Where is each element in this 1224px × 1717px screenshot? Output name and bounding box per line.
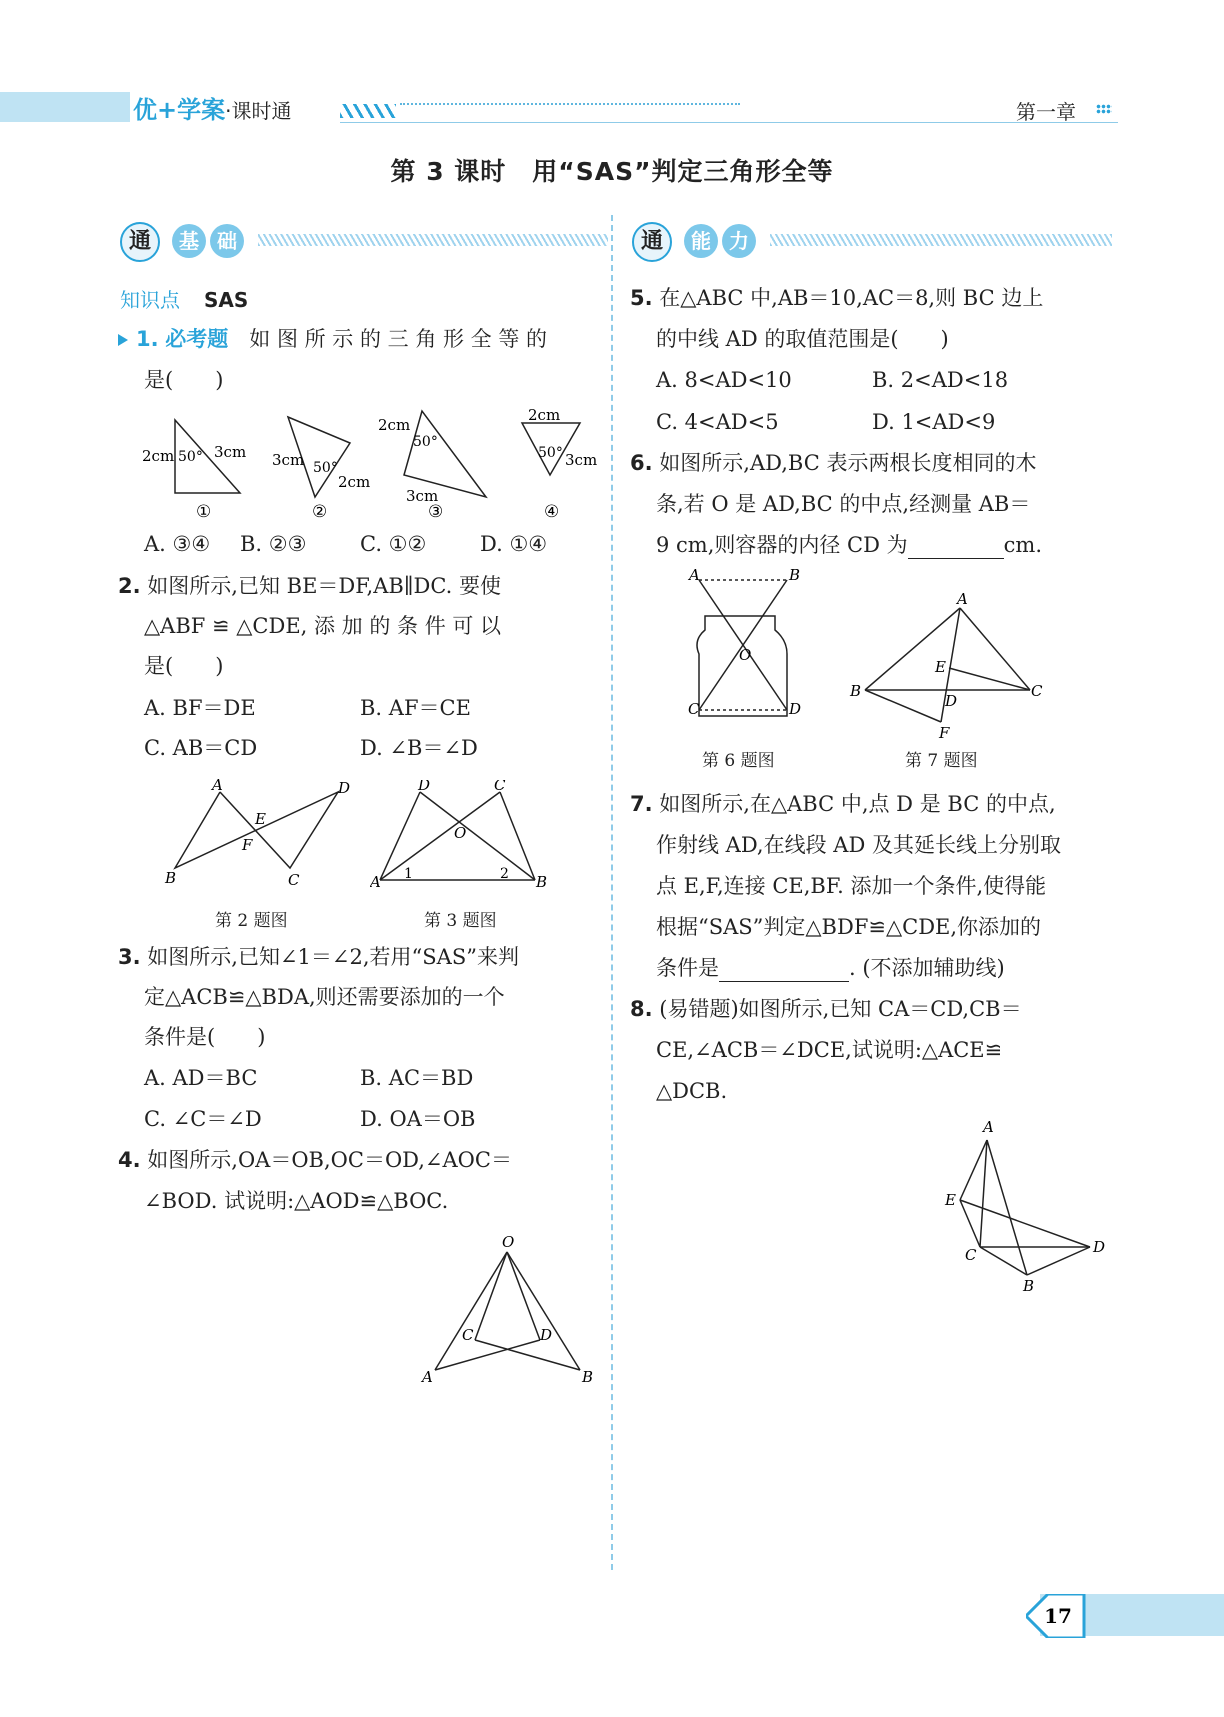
point-label: D <box>338 779 351 797</box>
point-label: O <box>739 646 752 664</box>
section-char: 础 <box>210 224 244 258</box>
figure-caption: 第 7 题图 <box>905 751 978 771</box>
point-label: E <box>255 810 266 828</box>
point-label: A <box>422 1368 433 1385</box>
question-4-line: ∠BOD. 试说明:△AOD≌△BOC. <box>144 1189 449 1213</box>
section-char: 能 <box>684 224 718 258</box>
section-tong-badge: 通 <box>120 222 160 262</box>
fig-number: ② <box>312 502 328 520</box>
chapter-dots-icon <box>1096 104 1112 114</box>
column-divider <box>611 215 613 1570</box>
question-2-line: 2. 如图所示,已知 BE＝DF,AB∥DC. 要使 <box>118 574 502 598</box>
point-label: E <box>945 1191 956 1209</box>
point-label: F <box>939 724 950 740</box>
point-label: E <box>935 658 946 676</box>
option[interactable]: D. OA＝OB <box>360 1107 476 1131</box>
point-label: D <box>418 780 431 794</box>
fig-label: 50° <box>313 460 338 476</box>
question-4-line: 4. 如图所示,OA＝OB,OC＝OD,∠AOC＝ <box>118 1148 512 1172</box>
fig-number: ③ <box>428 502 444 520</box>
point-label: A <box>370 873 381 891</box>
section-stripe <box>770 234 1112 246</box>
question-1-line: 1. 必考题 如 图 所 示 的 三 角 形 全 等 的 <box>118 325 547 353</box>
fig-label: 50° <box>178 449 203 465</box>
point-label: F <box>242 836 253 854</box>
point-label: C <box>688 700 700 718</box>
header-band <box>0 92 130 122</box>
question-6-line: 9 cm,则容器的内径 CD 为 cm. <box>656 533 1042 557</box>
q1-figure <box>130 405 610 520</box>
question-3-line: 3. 如图所示,已知∠1＝∠2,若用“SAS”来判 <box>118 945 519 969</box>
point-label: B <box>789 568 801 584</box>
option[interactable]: D. ∠B＝∠D <box>360 736 478 760</box>
point-label: C <box>494 780 506 794</box>
fig-number: ④ <box>544 502 560 520</box>
section-char: 基 <box>172 224 206 258</box>
fig-label: 2cm <box>338 473 371 491</box>
point-label: D <box>1093 1238 1106 1256</box>
option[interactable]: B. ②③ <box>240 532 307 556</box>
question-7-line: 7. 如图所示,在△ABC 中,点 D 是 BC 的中点, <box>630 792 1056 816</box>
option[interactable]: D. 1<AD<9 <box>872 410 996 434</box>
header-stripes <box>340 104 396 118</box>
option[interactable]: C. 4<AD<5 <box>656 410 779 434</box>
fig-label: 2cm <box>142 447 175 465</box>
point-label: C <box>1031 682 1043 700</box>
question-1-line: 是( ) <box>144 368 224 392</box>
option[interactable]: A. AD＝BC <box>144 1066 258 1090</box>
page-title: 第 3 课时 用“SAS”判定三角形全等 <box>390 157 834 186</box>
page-number: 17 <box>1044 1604 1072 1628</box>
point-label: C <box>965 1246 977 1264</box>
fig-label: 3cm <box>272 451 305 469</box>
point-label: B <box>582 1368 594 1385</box>
page-number-badge <box>1026 1594 1086 1638</box>
section-tong-badge: 通 <box>632 222 672 262</box>
point-label: O <box>502 1233 515 1251</box>
arrow-icon <box>118 334 128 346</box>
point-label: B <box>1023 1277 1035 1295</box>
option[interactable]: B. 2<AD<18 <box>872 368 1009 392</box>
point-label: B <box>536 873 548 891</box>
fig-label: 3cm <box>565 451 598 469</box>
knowledge-point: 知识点 SAS <box>120 288 249 312</box>
fig-label: 50° <box>538 445 563 461</box>
question-3-line: 定△ACB≌△BDA,则还需要添加的一个 <box>144 985 505 1009</box>
option[interactable]: A. ③④ <box>144 532 211 556</box>
question-5-line: 5. 在△ABC 中,AB＝10,AC＝8,则 BC 边上 <box>630 286 1044 310</box>
figure-caption: 第 2 题图 <box>215 911 288 931</box>
option[interactable]: D. ①④ <box>480 532 548 556</box>
fig-label: 50° <box>413 434 438 450</box>
question-3-line: 条件是( ) <box>144 1025 266 1049</box>
header-dotted-rule <box>400 103 740 105</box>
question-6-line: 条,若 O 是 AD,BC 的中点,经测量 AB＝ <box>656 492 1031 516</box>
point-label: A <box>957 590 968 608</box>
question-7-line: 条件是 . (不添加辅助线) <box>656 956 1005 980</box>
fig-label: 3cm <box>214 443 247 461</box>
question-7-line: 作射线 AD,在线段 AD 及其延长线上分别取 <box>656 833 1061 857</box>
figure-4 <box>420 1230 595 1385</box>
figure-7 <box>845 590 1050 740</box>
point-label: A <box>689 568 700 584</box>
point-label: O <box>454 824 467 842</box>
point-label: C <box>462 1326 474 1344</box>
figure-2 <box>160 778 360 893</box>
point-label: A <box>983 1118 994 1136</box>
point-label: A <box>212 778 223 794</box>
question-7-line: 点 E,F,连接 CE,BF. 添加一个条件,使得能 <box>656 874 1047 898</box>
fig-label: 2cm <box>378 416 411 434</box>
option[interactable]: C. ①② <box>360 532 427 556</box>
point-label: D <box>789 700 802 718</box>
fig-label: 3cm <box>406 487 439 505</box>
point-label: B <box>850 682 862 700</box>
section-header-ability <box>632 222 1112 262</box>
point-label: D <box>945 692 958 710</box>
answer-blank[interactable] <box>719 981 849 982</box>
section-header-basic <box>120 222 612 262</box>
fig-label: 2cm <box>528 406 561 424</box>
question-7-line: 根据“SAS”判定△BDF≌△CDE,你添加的 <box>656 915 1042 939</box>
section-stripe <box>258 234 608 246</box>
figure-6 <box>685 568 810 743</box>
section-char: 力 <box>722 224 756 258</box>
question-8-line: △DCB. <box>656 1079 728 1103</box>
header-rule <box>340 122 1118 123</box>
option[interactable]: C. ∠C＝∠D <box>144 1107 262 1131</box>
question-6-line: 6. 如图所示,AD,BC 表示两根长度相同的木 <box>630 451 1037 475</box>
option[interactable]: B. AF＝CE <box>360 696 471 720</box>
answer-blank[interactable] <box>908 558 1004 559</box>
fig-number: ① <box>196 502 212 520</box>
angle-label: 2 <box>500 866 509 882</box>
option[interactable]: A. BF＝DE <box>144 696 256 720</box>
question-8-line: 8. (易错题)如图所示,已知 CA＝CD,CB＝ <box>630 997 1022 1021</box>
figure-3 <box>370 780 555 895</box>
question-8-line: CE,∠ACB＝∠DCE,试说明:△ACE≌ <box>656 1038 1003 1062</box>
point-label: D <box>540 1326 553 1344</box>
option[interactable]: C. AB＝CD <box>144 736 258 760</box>
figure-caption: 第 3 题图 <box>424 911 497 931</box>
option[interactable]: B. AC＝BD <box>360 1066 474 1090</box>
figure-caption: 第 6 题图 <box>702 751 775 771</box>
brand-logo: 优+学案·课时通 <box>133 96 292 124</box>
triangle-3 <box>404 411 486 497</box>
point-label: C <box>288 871 300 889</box>
angle-label: 1 <box>404 866 413 882</box>
question-5-line: 的中线 AD 的取值范围是( ) <box>656 327 949 351</box>
chapter-label: 第一章 <box>1016 100 1076 124</box>
figure-8 <box>935 1115 1115 1295</box>
question-2-line: △ABF ≌ △CDE, 添 加 的 条 件 可 以 <box>144 614 502 638</box>
option[interactable]: A. 8<AD<10 <box>656 368 792 392</box>
point-label: B <box>165 869 177 887</box>
question-2-line: 是( ) <box>144 654 224 678</box>
